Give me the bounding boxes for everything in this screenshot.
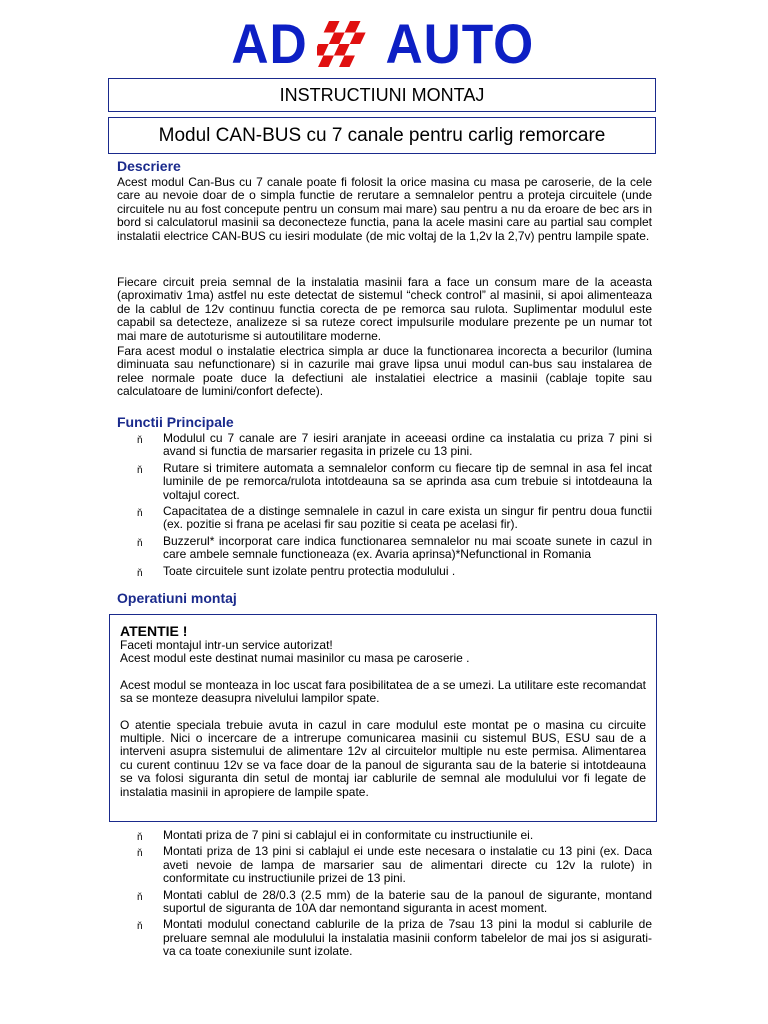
attention-line-1: Faceti montajul intr-un service autorizat!	[120, 638, 333, 652]
bullet-icon: ň	[137, 508, 143, 520]
list-item: ň Montati priza de 13 pini si cablajul ei unde este necesara o instalatie cu 13 pini (ex. Daca aveti nevoie de lampa de marsarier sau de alimentari directe cu 12v la rulote) in conformitate cu instructiunile prizei de 13 pini.	[137, 844, 652, 886]
logo-text-right: AUTO	[385, 12, 534, 75]
bullet-icon: ň	[137, 921, 143, 933]
mounting-steps-list	[137, 829, 652, 962]
list-item: ň Capacitatea de a distinge semnalele in cazul in care exista un singur fir pentru doua functii (ex. pozitie si frana pe acelasi fir sau pozitie si ceata pe acelasi fir).	[137, 504, 652, 532]
list-item: ň Montati cablul de 28/0.3 (2.5 mm) de la baterie sau de la panoul de sigurante, montand suportul de siguranta de 10A dar nemontand siguranta in acest moment.	[137, 887, 652, 916]
functions-list	[137, 432, 652, 581]
attention-title: ATENTIE !	[120, 623, 188, 639]
attention-line-2: Acest modul este destinat numai masinilor cu masa pe caroserie .	[120, 651, 470, 666]
description-heading: Descriere	[117, 158, 181, 174]
bullet-icon: ň	[137, 464, 143, 476]
logo-text-left: AD	[231, 12, 308, 75]
attention-paragraph-2: Acest modul se monteaza in loc uscat fara posibilitatea de a se umezi. La utilitare este recomandat sa se monteze deasupra nivelului lampilor spate.	[120, 677, 646, 706]
checkered-flag-icon	[317, 21, 373, 67]
bullet-icon: ň	[137, 537, 143, 549]
list-item: ň Montati modulul conectand cablurile de la priza de 7sau 13 pini la modul si cablurile de preluare semnal ale modulului la instalatia masinii conform tabelelor de mai jos si asigurati-va ca toate conexiunile sunt izolate.	[137, 917, 652, 959]
bullet-icon: ň	[137, 832, 143, 843]
list-item: ň Montati priza de 7 pini si cablajul ei in conformitate cu instructiunile ei.	[137, 828, 534, 843]
functions-heading: Functii Principale	[117, 414, 234, 430]
document-title: INSTRUCTIUNI MONTAJ	[108, 78, 656, 112]
bullet-icon: ň	[137, 891, 143, 903]
attention-box	[109, 614, 657, 822]
list-item: ň Buzzerul* incorporat care indica functionarea semnalelor nu mai scoate sunete in cazul in care ambele semnale functioneaza (ex. Avaria aprinsa)*Nefunctional in Romania	[137, 533, 652, 562]
description-paragraph-1: Acest modul Can-Bus cu 7 canale poate fi folosit la orice masina cu masa pe caroserie, de la cele care au nevoie doar de o simpla functie de rerutare a semnalelor pentru a proteja circuitele (unde circuitele nu au fost concepute pentru un consum mai mare) sau pentru a nu da eroare de bec ars in bord si calculatorul masinii sa deconecteze functia, pana la acele masini care au partial sau complet instalatii electrice CAN-BUS cu iesiri modulate (de mic voltaj de la 1,2v la 2,7v) pentru lampile spate.	[117, 175, 652, 243]
bullet-icon: ň	[137, 567, 143, 579]
description-paragraph-2: Fiecare circuit preia semnal de la instalatia masinii fara a face un consum mare de la aceasta (aproximativ 1ma) astfel nu este detectat de sistemul “check control” al masinii, si apoi alimenteaza de la cablul de 12v continuu functia corecta de pe remorca sau rulota. Suplimentar modulul este capabil sa detecteze, analizeze si sa ruteze corect impulsurile modulare prezente pe un numar tot mai mare de autoturisme si autoutilitare moderne.	[117, 275, 652, 343]
list-item: ň Rutare si trimitere automata a semnalelor conform cu fiecare tip de semnal in asa fel incat luminile de pe remorca/rulota intotdeauna sa se aprinda asa cum trebuie si intotdeauna la voltajul corect.	[137, 460, 652, 502]
bullet-icon: ň	[137, 435, 143, 446]
list-item: ň Modulul cu 7 canale are 7 iesiri aranjate in aceeasi ordine ca instalatia cu priza 7 pini si avand si functia de marsarier regasita in prizele cu 13 pini.	[137, 431, 652, 459]
description-paragraph-3: Fara acest modul o instalatie electrica simpla ar duce la functionarea incorecta a becurilor (lumina diminuata sau nefunctionare) si in cazurile mai grave lipsa unui modul can-bus sau instalarea de relee normale poate duce la defectiuni ale instalatiei electrice a masinii (cablaje topite sau calculatoare de lumini/confort defecte).	[117, 344, 652, 399]
document-subtitle: Modul CAN-BUS cu 7 canale pentru carlig remorcare	[108, 117, 656, 154]
brand-logo	[0, 14, 768, 74]
attention-paragraph-3: O atentie speciala trebuie avuta in cazul in care modulul este montat pe o masina cu circuite multiple. Nici o incercare de a intrerupe comunicarea masinii cu sistemul BUS, ESU sau de a interveni asupra sistemului de alimentare 12v al circuitelor multiple nu este permisa. Alimentarea cu curent continuu 12v se va face doar de la panoul de siguranta sau de la baterie si intotdeauna se va folosi siguranta din setul de montaj iar cablurile de semnal ale modulului vor fi legate de instalatia masinii in apropiere de lampile spate.	[120, 717, 646, 799]
operations-heading: Operatiuni montaj	[117, 590, 237, 606]
bullet-icon: ň	[137, 848, 143, 860]
list-item: ň Toate circuitele sunt izolate pentru protectia modulului .	[137, 563, 456, 579]
